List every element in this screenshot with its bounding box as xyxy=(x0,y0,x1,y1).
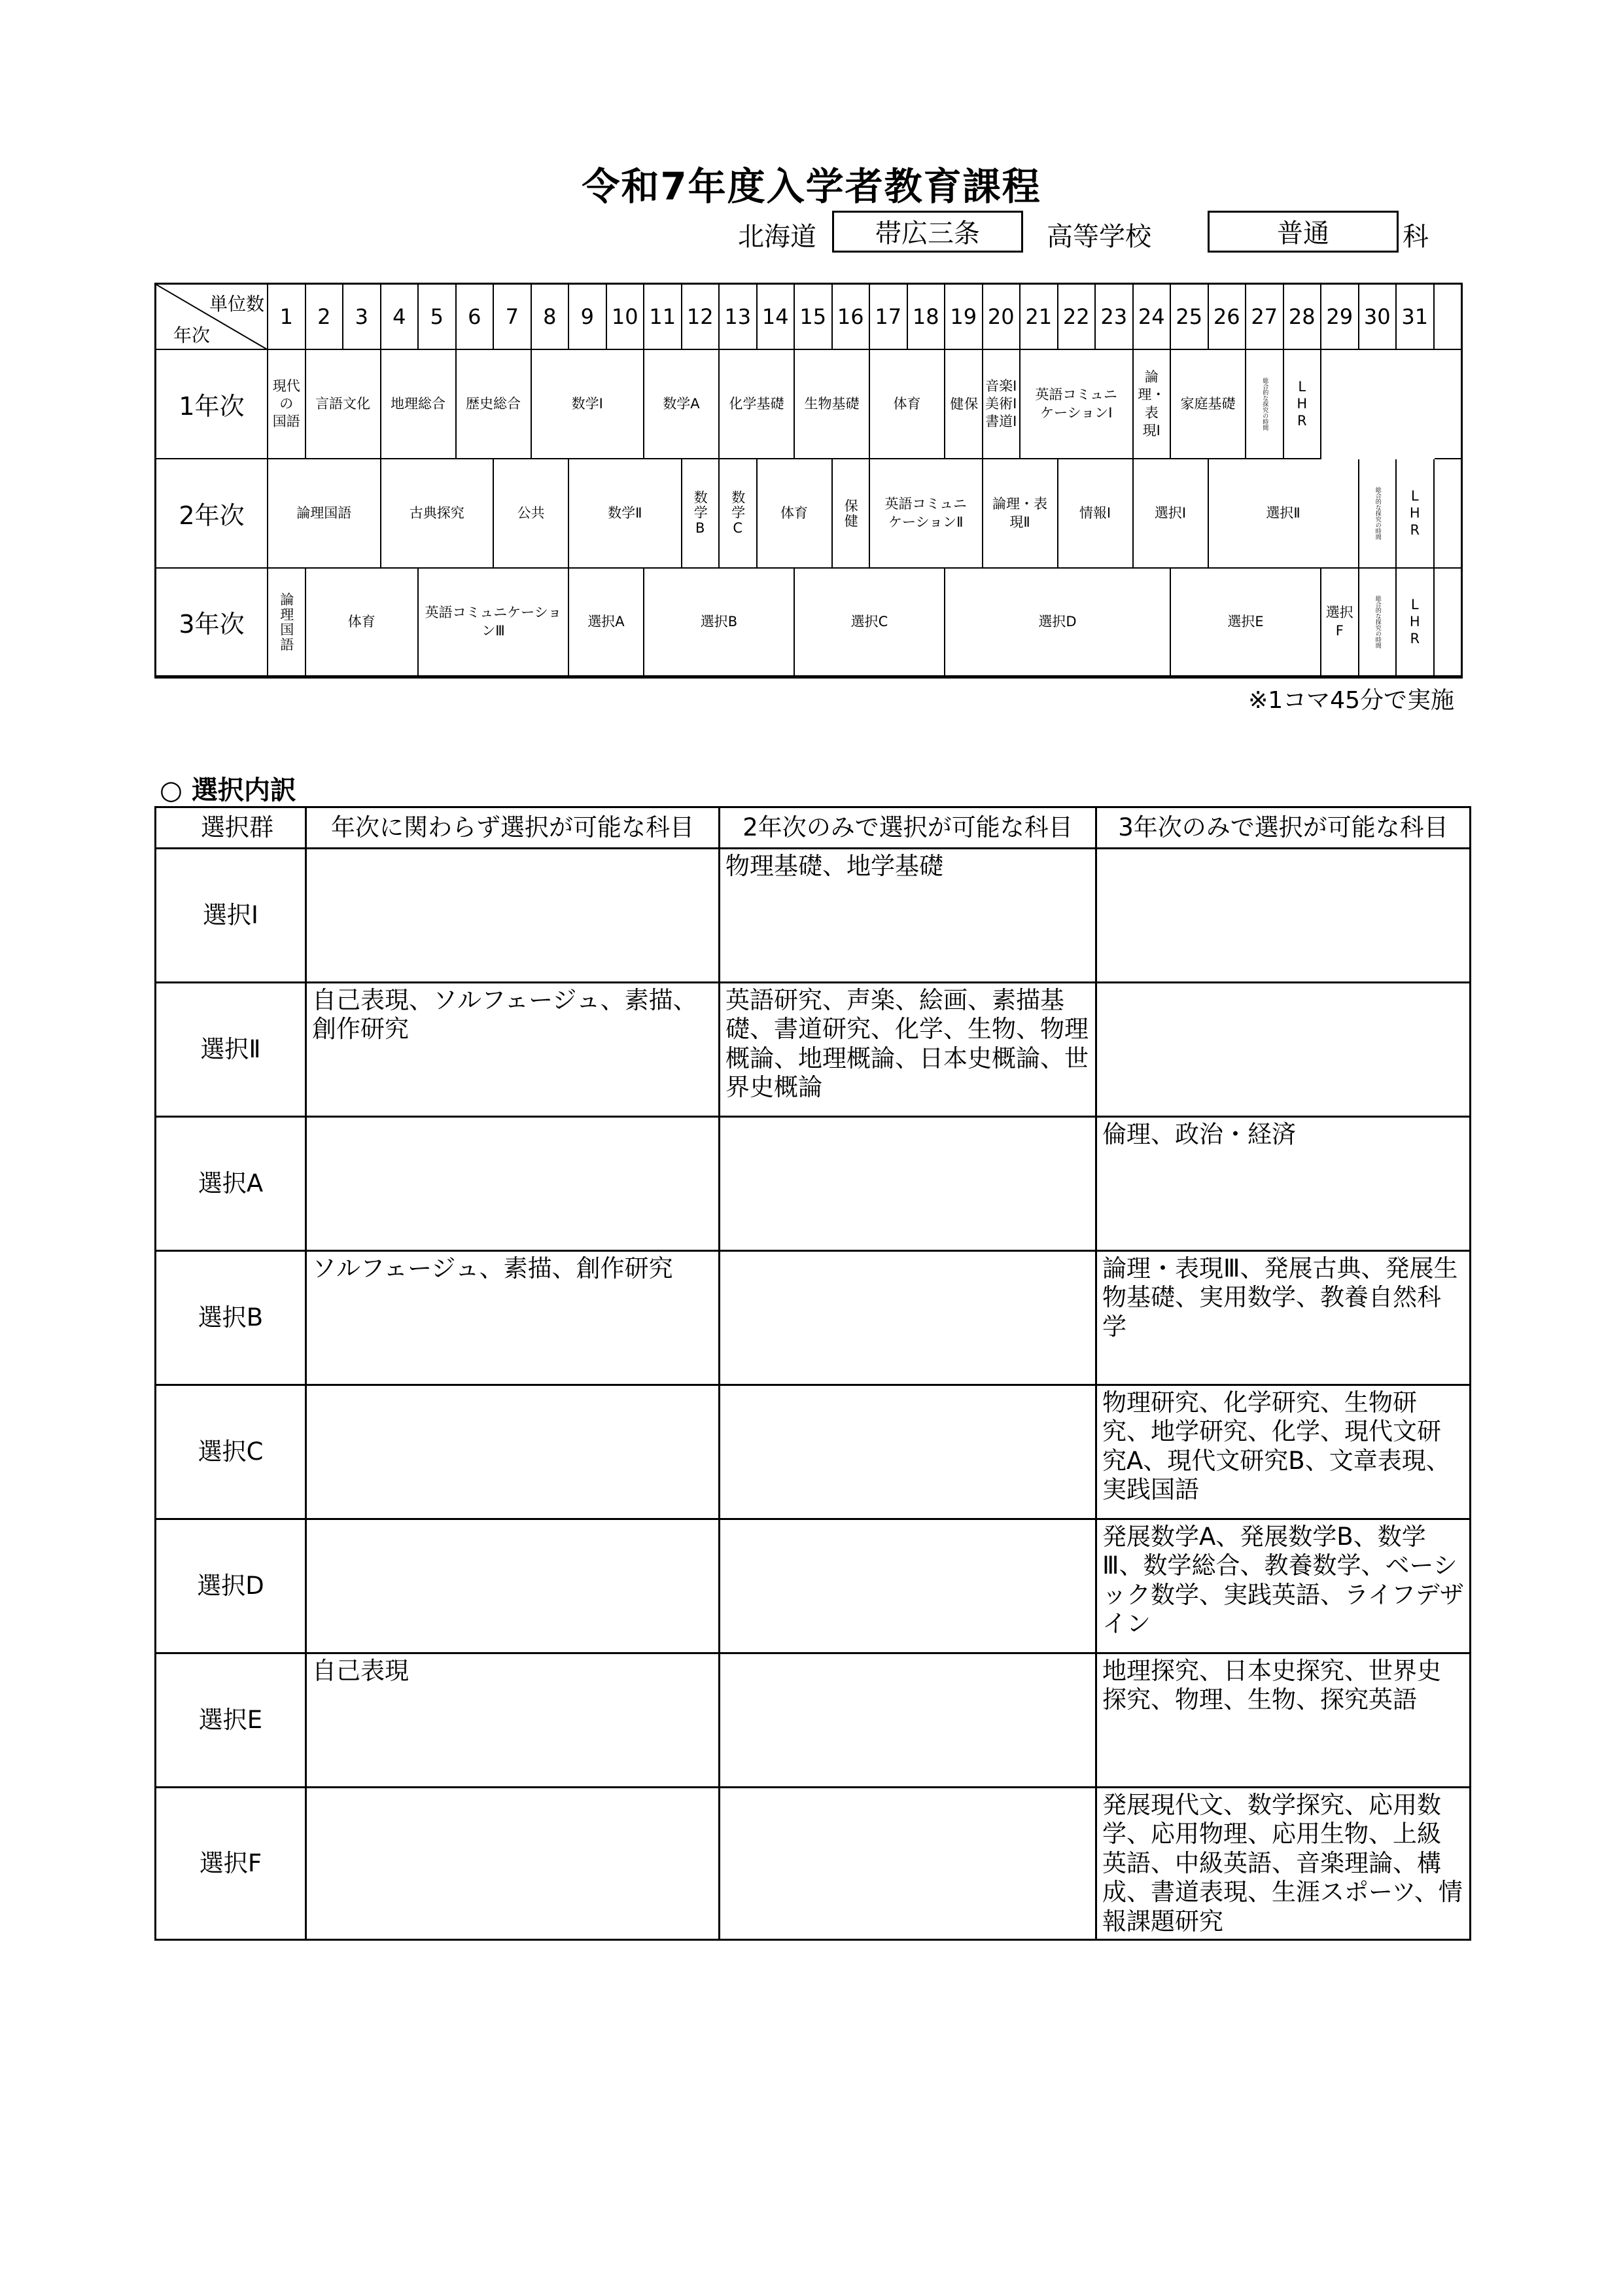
subject-cell xyxy=(682,459,720,569)
unit-number: 9 xyxy=(569,285,607,350)
subject-name: 数学Ⅰ xyxy=(571,395,603,412)
year3-subjects: 物理研究、化学研究、生物研究、地学研究、化学、現代文研究A、現代文研究B、文章表現、実践国語 xyxy=(1096,1385,1471,1519)
subject-cell xyxy=(1021,350,1134,459)
unit-number: 4 xyxy=(381,285,419,350)
subject-cell xyxy=(1284,350,1322,459)
subject-name: 生物基礎 xyxy=(804,395,860,412)
subject-cell xyxy=(306,350,381,459)
header-year2: 2年次のみで選択が可能な科目 xyxy=(720,807,1096,849)
year2-subjects xyxy=(720,1385,1096,1519)
unit-number: 18 xyxy=(908,285,946,350)
year2-subjects xyxy=(720,1251,1096,1385)
course-box: 普通 xyxy=(1208,211,1399,253)
subject-cell xyxy=(795,350,870,459)
subject-cell xyxy=(268,350,306,459)
unit-number: 13 xyxy=(720,285,758,350)
subject-cell xyxy=(1321,569,1359,677)
subject-cell xyxy=(983,459,1058,569)
subject-name: 総合的な探究の時間 xyxy=(1374,595,1381,648)
subject-name: 保健 xyxy=(843,498,859,529)
corner-year-label: 年次 xyxy=(173,325,211,346)
year-row-label: 2年次 xyxy=(156,459,268,569)
subject-cell xyxy=(758,459,833,569)
unit-number: 22 xyxy=(1058,285,1096,350)
unit-number: 23 xyxy=(1096,285,1134,350)
grid-corner-cell xyxy=(156,285,268,350)
subject-name: 総合的な探究の時間 xyxy=(1374,487,1381,540)
school-type-label: 高等学校 xyxy=(1047,222,1151,252)
subject-name: LHR xyxy=(1294,378,1310,430)
unit-number: 6 xyxy=(457,285,495,350)
selection-header-row xyxy=(156,807,1471,849)
header-any-year: 年次に関わらず選択が可能な科目 xyxy=(306,807,720,849)
unit-number: 15 xyxy=(795,285,833,350)
any-year-subjects: ソルフェージュ、素描、創作研究 xyxy=(306,1251,720,1385)
unit-number: 1 xyxy=(268,285,306,350)
period-note: ※1コマ45分で実施 xyxy=(1248,687,1454,714)
selection-table xyxy=(154,806,1471,1941)
selection-group-name: 選択B xyxy=(156,1251,306,1385)
subject-name: 家庭基礎 xyxy=(1180,395,1236,412)
selection-row xyxy=(156,849,1471,983)
unit-number: 21 xyxy=(1021,285,1058,350)
subject-cell xyxy=(306,569,419,677)
selection-row xyxy=(156,1251,1471,1385)
subject-name: 古典探究 xyxy=(409,504,464,521)
subject-cell xyxy=(720,459,758,569)
unit-number: 27 xyxy=(1246,285,1284,350)
year3-subjects: 地理探究、日本史探究、世界史探究、物理、生物、探究英語 xyxy=(1096,1653,1471,1788)
selection-group-name: 選択D xyxy=(156,1519,306,1653)
subject-name: 数学B xyxy=(692,489,708,537)
header-year3: 3年次のみで選択が可能な科目 xyxy=(1096,807,1471,849)
subject-name: 選択 F xyxy=(1325,605,1353,639)
year2-subjects xyxy=(720,1788,1096,1940)
unit-number: 25 xyxy=(1171,285,1209,350)
subject-name: 数学Ⅱ xyxy=(608,504,642,521)
subject-cell xyxy=(644,350,720,459)
unit-number: 12 xyxy=(682,285,720,350)
subject-name: 英語コミュニ ケーションⅠ xyxy=(1035,387,1118,421)
unit-number: 14 xyxy=(758,285,795,350)
unit-number: 29 xyxy=(1321,285,1359,350)
year-row-label: 1年次 xyxy=(156,350,268,459)
selection-group-name: 選択C xyxy=(156,1385,306,1519)
any-year-subjects xyxy=(306,1788,720,1940)
unit-number: 30 xyxy=(1359,285,1397,350)
subject-name: 体育 xyxy=(893,395,921,412)
selection-row xyxy=(156,1653,1471,1788)
subject-cell xyxy=(870,350,945,459)
subject-cell xyxy=(1134,350,1172,459)
selection-group-name: 選択F xyxy=(156,1788,306,1940)
subject-name: 論理国語 xyxy=(278,592,294,652)
subject-name: 現代の 国語 xyxy=(272,378,300,430)
subject-name: 選択Ⅰ xyxy=(1154,504,1187,521)
subject-cell xyxy=(870,459,983,569)
subject-cell xyxy=(720,350,795,459)
any-year-subjects xyxy=(306,849,720,983)
selection-group-name: 選択Ⅰ xyxy=(156,849,306,983)
selection-group-name: 選択Ⅱ xyxy=(156,983,306,1117)
unit-number: 7 xyxy=(494,285,532,350)
year2-subjects xyxy=(720,1653,1096,1788)
subject-name: 選択D xyxy=(1038,613,1077,629)
any-year-subjects xyxy=(306,1519,720,1653)
subject-cell xyxy=(945,569,1171,677)
subject-cell xyxy=(644,569,795,677)
selection-section-title: ○ 選択内訳 xyxy=(160,775,296,805)
year2-subjects xyxy=(720,1117,1096,1251)
subject-cell xyxy=(833,459,871,569)
header-group: 選択群 xyxy=(156,807,306,849)
subject-cell xyxy=(795,569,945,677)
subject-name: 英語コミュニ ケーションⅡ xyxy=(884,496,968,530)
subject-cell xyxy=(1397,569,1435,677)
subject-cell xyxy=(569,459,682,569)
unit-number: 10 xyxy=(607,285,645,350)
year3-subjects xyxy=(1096,983,1471,1117)
subject-name: 体育 xyxy=(347,613,375,629)
subject-name: 選択Ⅱ xyxy=(1266,504,1300,521)
year2-subjects: 英語研究、声楽、絵画、素描基礎、書道研究、化学、生物、物理概論、地理概論、日本史概論、世界史概論 xyxy=(720,983,1096,1117)
subject-cell xyxy=(268,569,306,677)
unit-number: 3 xyxy=(343,285,381,350)
unit-number: 24 xyxy=(1134,285,1172,350)
unit-number: 16 xyxy=(833,285,871,350)
selection-group-name: 選択A xyxy=(156,1117,306,1251)
subject-name: 論理・表 現Ⅰ xyxy=(1138,368,1166,438)
subject-name: 数学C xyxy=(729,489,746,537)
unit-number: 26 xyxy=(1209,285,1247,350)
year2-subjects: 物理基礎、地学基礎 xyxy=(720,849,1096,983)
year3-subjects: 論理・表現Ⅲ、発展古典、発展生物基礎、実用数学、教養自然科学 xyxy=(1096,1251,1471,1385)
subject-cell xyxy=(532,350,645,459)
selection-row xyxy=(156,1385,1471,1519)
any-year-subjects xyxy=(306,1117,720,1251)
subject-name: 音楽Ⅰ 美術Ⅰ 書道Ⅰ xyxy=(985,378,1017,430)
any-year-subjects: 自己表現、ソルフェージュ、素描、創作研究 xyxy=(306,983,720,1117)
prefecture-label: 北海道 xyxy=(738,222,816,252)
subject-cell xyxy=(569,569,644,677)
subject-cell xyxy=(268,459,381,569)
subject-name: LHR xyxy=(1406,487,1423,539)
subject-name: 論理・表 現Ⅱ xyxy=(992,496,1047,530)
unit-number: 31 xyxy=(1397,285,1435,350)
year3-subjects: 倫理、政治・経済 xyxy=(1096,1117,1471,1251)
subject-cell xyxy=(1246,350,1284,459)
subject-name: 選択B xyxy=(700,613,738,629)
unit-number: 17 xyxy=(870,285,908,350)
subject-name: LHR xyxy=(1406,596,1423,648)
subject-cell xyxy=(1359,569,1397,677)
curriculum-grid xyxy=(154,283,1463,679)
unit-number: 2 xyxy=(306,285,344,350)
subject-cell xyxy=(1134,459,1209,569)
blank-column-cell xyxy=(1435,569,1461,677)
subject-name: 歴史総合 xyxy=(466,395,521,412)
year2-subjects xyxy=(720,1519,1096,1653)
subject-cell xyxy=(494,459,569,569)
year3-subjects: 発展数学A、発展数学B、数学Ⅲ、数学総合、教養数学、ベーシック数学、実践英語、ライフデザイン xyxy=(1096,1519,1471,1653)
subject-name: 化学基礎 xyxy=(729,395,784,412)
subject-name: 選択C xyxy=(850,613,888,629)
corner-units-label: 単位数 xyxy=(209,293,264,315)
unit-number: 20 xyxy=(983,285,1021,350)
subject-cell xyxy=(381,350,457,459)
subject-name: 数学A xyxy=(663,395,700,412)
subject-cell xyxy=(1359,459,1397,569)
year3-subjects xyxy=(1096,849,1471,983)
selection-row xyxy=(156,1788,1471,1940)
year-row-label: 3年次 xyxy=(156,569,268,677)
unit-number: 11 xyxy=(644,285,682,350)
subject-name: 総合的な探究の時間 xyxy=(1261,378,1268,431)
page-title: 令和7年度入学者教育課程 xyxy=(582,164,1041,209)
blank-column-cell xyxy=(1435,459,1461,569)
subject-name: 公共 xyxy=(517,504,545,521)
selection-row xyxy=(156,1117,1471,1251)
subject-name: 体育 xyxy=(780,504,808,521)
school-name-box: 帯広三条 xyxy=(832,211,1023,253)
selection-row xyxy=(156,1519,1471,1653)
any-year-subjects xyxy=(306,1385,720,1519)
subject-cell xyxy=(983,350,1021,459)
subject-name: 選択E xyxy=(1227,613,1264,629)
subject-name: 論理国語 xyxy=(296,504,352,521)
subject-name: 保 健 xyxy=(948,397,979,412)
subject-cell xyxy=(1171,569,1321,677)
blank-column-header xyxy=(1435,285,1461,350)
subject-name: 地理総合 xyxy=(391,395,445,412)
selection-group-name: 選択E xyxy=(156,1653,306,1788)
subject-cell xyxy=(945,350,983,459)
unit-number: 19 xyxy=(945,285,983,350)
unit-number: 5 xyxy=(419,285,457,350)
unit-number: 8 xyxy=(532,285,570,350)
subject-cell xyxy=(457,350,532,459)
course-suffix-label: 科 xyxy=(1403,222,1429,252)
blank-column-cell xyxy=(1435,350,1461,459)
subject-name: 選択A xyxy=(587,613,625,629)
subject-cell xyxy=(1209,459,1359,569)
year3-subjects: 発展現代文、数学探究、応用数学、応用物理、応用生物、上級英語、中級英語、音楽理論、構成、書道表現、生涯スポーツ、情報課題研究 xyxy=(1096,1788,1471,1940)
selection-row xyxy=(156,983,1471,1117)
subject-cell xyxy=(1058,459,1134,569)
unit-number: 28 xyxy=(1284,285,1322,350)
subject-cell xyxy=(381,459,495,569)
subject-cell xyxy=(419,569,569,677)
subject-cell xyxy=(1397,459,1435,569)
subject-name: 言語文化 xyxy=(315,395,370,412)
subject-name: 情報Ⅰ xyxy=(1079,504,1111,521)
subject-name: 英語コミュニケーショ ンⅢ xyxy=(425,605,562,639)
any-year-subjects: 自己表現 xyxy=(306,1653,720,1788)
subject-cell xyxy=(1171,350,1246,459)
